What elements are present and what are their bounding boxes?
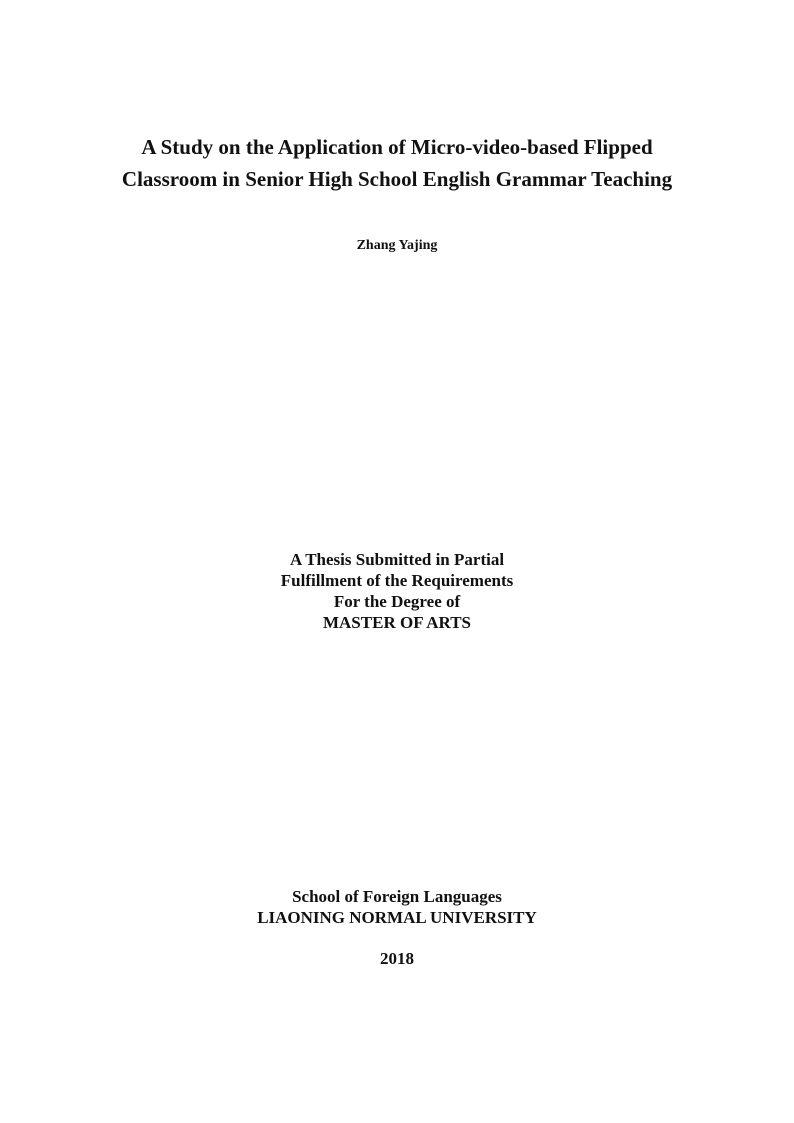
degree-statement-line-3: For the Degree of (333, 592, 461, 611)
thesis-title (0, 131, 794, 195)
university-name: LIAONING NORMAL UNIVERSITY (257, 908, 537, 927)
thesis-title-line-1: A Study on the Application of Micro-video-based Flipped (141, 135, 653, 159)
author-name (0, 236, 794, 256)
degree-name: MASTER OF ARTS (322, 613, 472, 632)
author-name-text: Zhang Yajing (356, 238, 438, 253)
submission-year (0, 948, 794, 969)
submission-year-text: 2018 (380, 949, 414, 968)
school-name: School of Foreign Languages (292, 887, 502, 906)
degree-statement (0, 549, 794, 633)
degree-statement-line-2: Fulfillment of the Requirements (280, 571, 514, 590)
institution (0, 886, 794, 928)
degree-statement-line-1: A Thesis Submitted in Partial (289, 550, 505, 569)
thesis-title-line-2: Classroom in Senior High School English Grammar Teaching (121, 167, 673, 191)
